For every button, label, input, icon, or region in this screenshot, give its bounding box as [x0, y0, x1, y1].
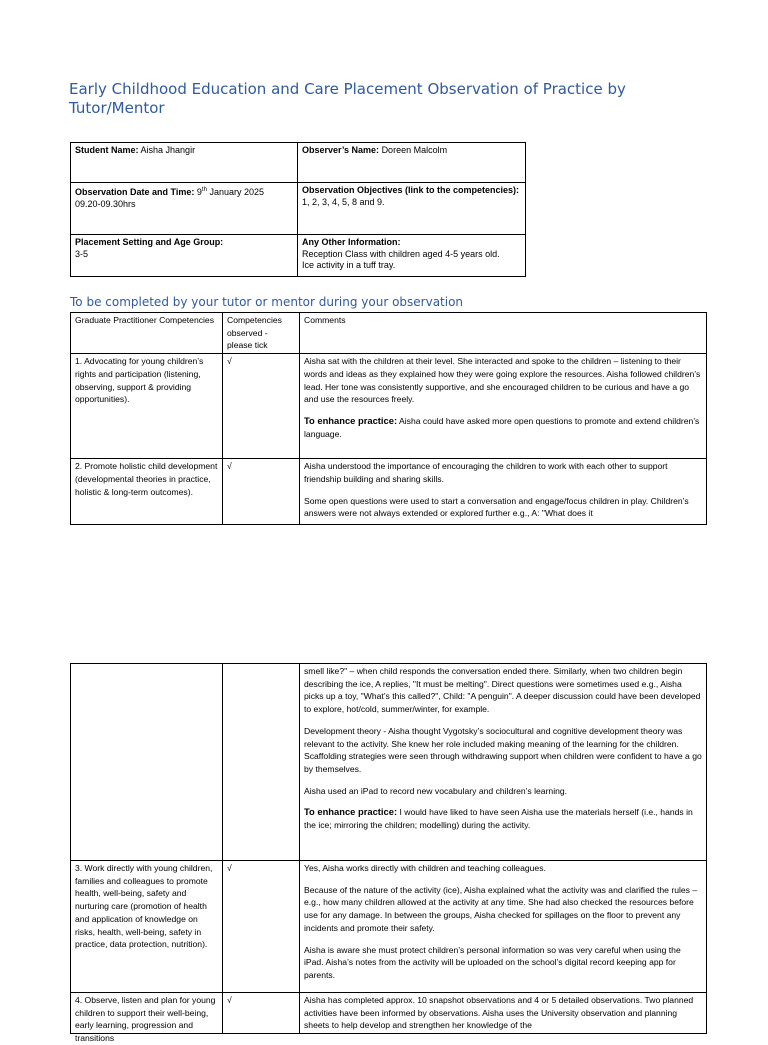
enhance-practice-paragraph [304, 806, 702, 831]
competency-comment [300, 861, 707, 993]
observer-name-value: Doreen Malcolm [381, 145, 448, 155]
comment-paragraph: Aisha has completed approx. 10 snapshot observations and 4 or 5 detailed observations. Two planned activities have been informed by observations. Aisha uses the University observation and planning sheets to help develop and strengthen her knowledge of the [304, 995, 694, 1031]
observation-date-rest: January 2025 [209, 187, 264, 197]
placement-setting-label: Placement Setting and Age Group: [75, 237, 224, 247]
other-info-cell [298, 235, 526, 277]
comment-paragraph: Some open questions were used to start a conversation and engage/focus children in play. Children’s answers were not always extended or explored further e.g., A: "What does it [304, 495, 689, 519]
competency-tick: √ [223, 993, 300, 1034]
competency-label-text: 4. Observe, listen and plan for young children to support their well-being, early learning, progression and transitions [75, 995, 216, 1044]
observation-objectives-value: 1, 2, 3, 4, 5, 8 and 9. [302, 196, 385, 207]
comment-paragraph: Aisha used an iPad to record new vocabulary and children’s learning. [304, 785, 568, 796]
comment-paragraph: Development theory - Aisha thought Vygotsky’s sociocultural and cognitive development theory was relevant to the activity. She knew her role included making meaning of the learning for the children. Scaffolding strategies were seen through withdrawing support when children were confident to have a go by themselves. [304, 725, 702, 774]
enhance-practice-paragraph [304, 415, 702, 440]
observation-date-day: 9 [196, 187, 202, 197]
comment-paragraph: Yes, Aisha works directly with children and teaching colleagues. [304, 863, 546, 873]
observer-name-label: Observer’s Name: [302, 145, 380, 155]
competency-comment [300, 354, 707, 459]
comment-paragraph: Aisha understood the importance of encouraging the children to work with each other to support friendship building and sharing skills. [304, 461, 668, 484]
other-info-label: Any Other Information: [302, 237, 401, 247]
competency-comment [300, 459, 707, 525]
section-heading: To be completed by your tutor or mentor during your observation [70, 295, 464, 309]
competency-tick: √ [223, 861, 300, 993]
other-info-line-2: Ice activity in a tuff tray. [302, 260, 396, 270]
competency-label: 3. Work directly with young children, families and colleagues to promote health, well-being, safety and nurturing care (promotion of health and application of knowledge on risks, health, well-being, safety in practice, data protection, nutrition). [71, 861, 223, 993]
enhance-practice-text: I would have liked to have seen Aisha use the materials herself (i.e., hands in the ice; mirroring the children; modelling) during the activity. [304, 807, 693, 831]
table-row [71, 993, 707, 1034]
table-row [71, 459, 707, 525]
header-comments: Comments [300, 313, 707, 354]
student-info-table [70, 142, 526, 277]
student-name-value: Aisha Jhangir [140, 145, 196, 155]
observation-objectives-label: Observation Objectives (link to the competencies): [302, 185, 520, 195]
comment-paragraph: smell like?" – when child responds the conversation ended there. Similarly, when two children begin describing the ice, A replies, "It must be melting". Direct questions were sometimes used e.g., Aisha picks up a toy, "What’s this called?", Child: "A penguin". A deeper discussion could have been developed to explore, hot/cold, summer/winter, for example. [304, 666, 701, 715]
observation-date-cell [71, 183, 298, 235]
competency-label: 2. Promote holistic child development (developmental theories in practice, holistic & long-term outcomes). [71, 459, 223, 525]
student-name-label: Student Name: [75, 145, 139, 155]
observation-date-label: Observation Date and Time: [75, 187, 195, 197]
competency-tick-empty [223, 664, 300, 861]
competency-label-empty [71, 664, 223, 861]
competency-comment [300, 664, 707, 861]
competency-tick: √ [223, 459, 300, 525]
other-info-line-1: Reception Class with children aged 4-5 years old. [302, 248, 500, 259]
header-competencies: Graduate Practitioner Competencies [71, 313, 223, 354]
competency-comment [300, 993, 707, 1034]
comment-paragraph: Aisha is aware she must protect children’s personal information so was very careful when using the iPad. Aisha’s notes from the activity will be uploaded on the school’s digital record keeping app for parents. [304, 944, 681, 980]
student-name-cell [71, 143, 298, 183]
competency-tick: √ [223, 354, 300, 459]
enhance-practice-text: Aisha could have asked more open questions to promote and extend children’s language. [304, 415, 700, 439]
competency-table [70, 312, 707, 525]
competency-label [71, 993, 223, 1044]
observation-objectives-cell [298, 183, 526, 235]
observation-time-value: 09.20-09.30hrs [75, 198, 136, 209]
observation-date-suffix: th [201, 187, 207, 193]
document-title: Early Childhood Education and Care Placement Observation of Practice by Tutor/Mentor [69, 80, 626, 117]
enhance-practice-label: To enhance practice: [304, 806, 398, 818]
placement-setting-value: 3-5 [75, 248, 89, 259]
table-row [71, 354, 707, 459]
table-row [71, 664, 707, 861]
comment-paragraph: Because of the nature of the activity (ice), Aisha explained what the activity was and clarified the rules – e.g., how many children allowed at the activity at any time. She had also checked the resources before use for any damage. In between the groups, Aisha checked for spillages on the floor to prevent any incidents and promote their safety. [304, 884, 698, 933]
header-observed: Competencies observed - please tick [223, 313, 300, 354]
placement-setting-cell [71, 235, 298, 277]
comment-paragraph: Aisha sat with the children at their level. She interacted and spoke to the children – listening to their words and ideas as they explained how they were going explore the resources. Aisha followed children’s lead. Her tone was consistently supportive, and she encouraged children to be curious and have a go and use the resources freely. [304, 356, 701, 405]
competency-label: 1. Advocating for young children’s rights and participation (listening, observing, support & providing opportunities). [71, 354, 223, 459]
table-row [71, 861, 707, 993]
competency-table-continued [70, 663, 707, 1044]
observer-name-cell [298, 143, 526, 183]
enhance-practice-label: To enhance practice: [304, 414, 398, 426]
